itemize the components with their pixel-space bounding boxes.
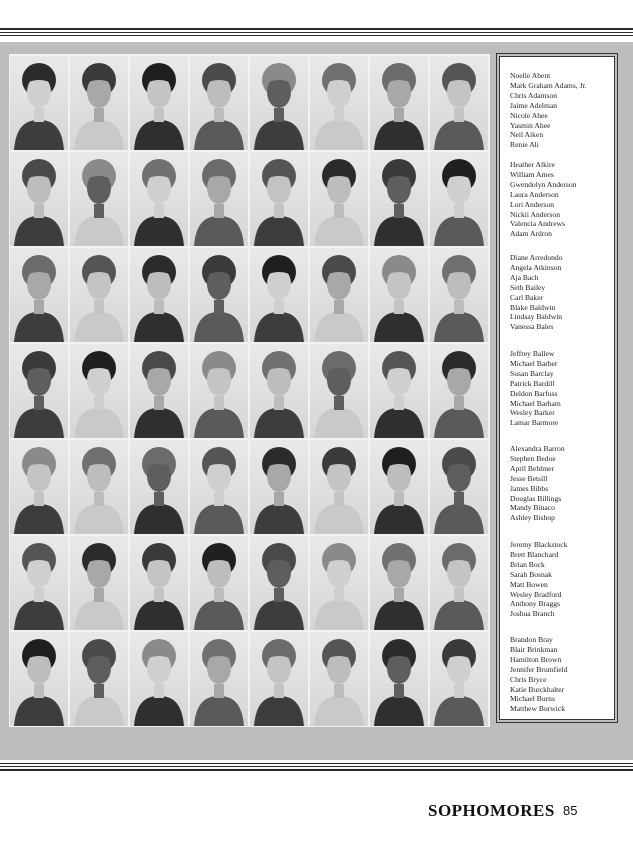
page-number: 85 (563, 803, 578, 818)
student-portrait (190, 536, 248, 630)
student-portrait (10, 440, 68, 534)
student-name: Susan Barclay (510, 368, 554, 378)
student-name: Douglas Billings (510, 493, 562, 503)
student-portrait (10, 152, 68, 246)
top-rule (0, 35, 633, 36)
bottom-rule (0, 769, 633, 771)
bottom-rule (0, 763, 633, 764)
student-portrait (130, 248, 188, 342)
student-name: Diane Arredondo (510, 253, 563, 262)
student-name: Hamilton Brown (510, 654, 562, 664)
student-name: Noelle Abent (510, 71, 551, 80)
student-name: Nickii Anderson (510, 209, 560, 219)
student-portrait (10, 248, 68, 342)
student-portrait (190, 152, 248, 246)
student-name: William Ames (510, 169, 554, 179)
student-portrait (190, 632, 248, 726)
student-portrait (250, 440, 308, 534)
student-name: Jaime Adelman (510, 100, 558, 110)
student-portrait (10, 536, 68, 630)
student-portrait (70, 344, 128, 438)
student-name: Gwendolyn Anderson (510, 179, 577, 189)
student-name: James Bibbs (510, 483, 549, 493)
student-portrait (430, 536, 488, 630)
student-portrait (190, 344, 248, 438)
student-portrait (250, 152, 308, 246)
student-portrait (130, 632, 188, 726)
name-group (510, 540, 614, 619)
student-name: Michael Barber (510, 358, 558, 368)
student-portrait (130, 344, 188, 438)
student-portrait (370, 440, 428, 534)
student-name: Anthony Braggs (510, 599, 560, 609)
student-portrait (10, 344, 68, 438)
student-name: Lindsay Baldwin (510, 312, 563, 322)
student-portrait (70, 248, 128, 342)
student-name: Joshua Branch (510, 609, 555, 619)
top-rule (0, 32, 633, 33)
student-portrait (430, 632, 488, 726)
student-portrait (10, 56, 68, 150)
student-portrait (310, 536, 368, 630)
student-name: Jesse Betsill (510, 473, 548, 483)
student-name: Wesley Barker (510, 408, 555, 418)
student-name: Nicole Ahee (510, 110, 548, 120)
student-name: Patrick Bardill (510, 378, 555, 388)
student-portrait (70, 440, 128, 534)
student-portrait (250, 344, 308, 438)
student-portrait (70, 56, 128, 150)
student-portrait (70, 536, 128, 630)
student-portrait (190, 440, 248, 534)
student-name: Brett Blanchard (510, 549, 559, 559)
student-portrait (370, 344, 428, 438)
student-name: Angela Atkinson (510, 262, 562, 272)
student-portrait (190, 56, 248, 150)
student-name: Blair Brinkman (510, 644, 558, 654)
portrait-grid (10, 56, 488, 726)
student-name: Seth Bailey (510, 282, 546, 292)
student-portrait (310, 152, 368, 246)
student-portrait (370, 56, 428, 150)
student-portrait (310, 248, 368, 342)
student-name: April Behlmer (510, 463, 555, 473)
student-name: Vanessa Bales (510, 322, 554, 332)
section-title: SOPHOMORES (428, 801, 555, 820)
student-name: Aja Bach (510, 272, 539, 282)
student-name: Deldon Barfuss (510, 388, 558, 398)
student-name: Sarah Bosnak (510, 569, 552, 579)
student-name: Jennifer Brumfield (510, 664, 568, 674)
student-portrait (190, 248, 248, 342)
student-name: Chris Bryce (510, 674, 547, 684)
student-portrait (70, 632, 128, 726)
student-name: Stephen Bedoe (510, 453, 556, 463)
name-group (510, 444, 614, 523)
student-portrait (10, 632, 68, 726)
student-name: Chris Adamson (510, 90, 558, 100)
student-portrait (430, 248, 488, 342)
name-group (510, 349, 614, 428)
student-name: Jeremy Blackstock (510, 540, 568, 549)
student-portrait (130, 152, 188, 246)
name-group (510, 253, 614, 332)
student-portrait (370, 248, 428, 342)
student-name: Adam Ardron (510, 229, 552, 239)
student-portrait (250, 56, 308, 150)
student-portrait (250, 536, 308, 630)
student-name: Katie Burckhalter (510, 684, 565, 694)
student-name: Renie Ali (510, 140, 539, 150)
student-name: Wesley Bradford (510, 589, 562, 599)
student-portrait (70, 152, 128, 246)
student-portrait (130, 440, 188, 534)
student-name: Michael Barham (510, 398, 561, 408)
student-portrait (250, 248, 308, 342)
student-name: Neil Aiken (510, 130, 544, 140)
student-portrait (370, 632, 428, 726)
name-group (510, 71, 614, 150)
student-name: Carl Baker (510, 292, 544, 302)
student-name: Valencia Andrews (510, 219, 566, 229)
student-portrait (130, 536, 188, 630)
name-group (510, 635, 614, 714)
student-portrait (370, 152, 428, 246)
student-portrait (130, 56, 188, 150)
student-portrait (310, 632, 368, 726)
student-name: Lori Anderson (510, 199, 555, 209)
student-name: Laura Anderson (510, 189, 559, 199)
student-portrait (250, 632, 308, 726)
student-name: Michael Burns (510, 694, 555, 704)
names-column (499, 56, 615, 720)
student-name: Matthew Burwick (510, 704, 566, 714)
student-name: Brian Bock (510, 559, 545, 569)
student-name: Matt Bowen (510, 579, 548, 589)
name-group (510, 160, 614, 239)
student-portrait (310, 56, 368, 150)
student-name: Mandy Binaco (510, 503, 555, 513)
student-portrait (310, 344, 368, 438)
student-name: Jeffrey Ballew (510, 349, 555, 358)
bottom-rule (0, 766, 633, 767)
student-name: Heather Alkire (510, 160, 555, 169)
student-portrait (370, 536, 428, 630)
student-name: Yasmin Ahee (510, 120, 551, 130)
student-portrait (430, 152, 488, 246)
student-name: Brandon Bray (510, 635, 553, 644)
student-portrait (430, 56, 488, 150)
student-name: Ashley Bishop (510, 513, 555, 523)
student-name: Alexandra Barron (510, 444, 565, 453)
student-name: Blake Baldwin (510, 302, 556, 312)
student-portrait (310, 440, 368, 534)
student-name: Lamar Barmore (510, 418, 559, 428)
top-rule (0, 28, 633, 30)
student-portrait (430, 344, 488, 438)
student-name: Mark Graham Adams, Jr. (510, 80, 587, 90)
student-portrait (430, 440, 488, 534)
